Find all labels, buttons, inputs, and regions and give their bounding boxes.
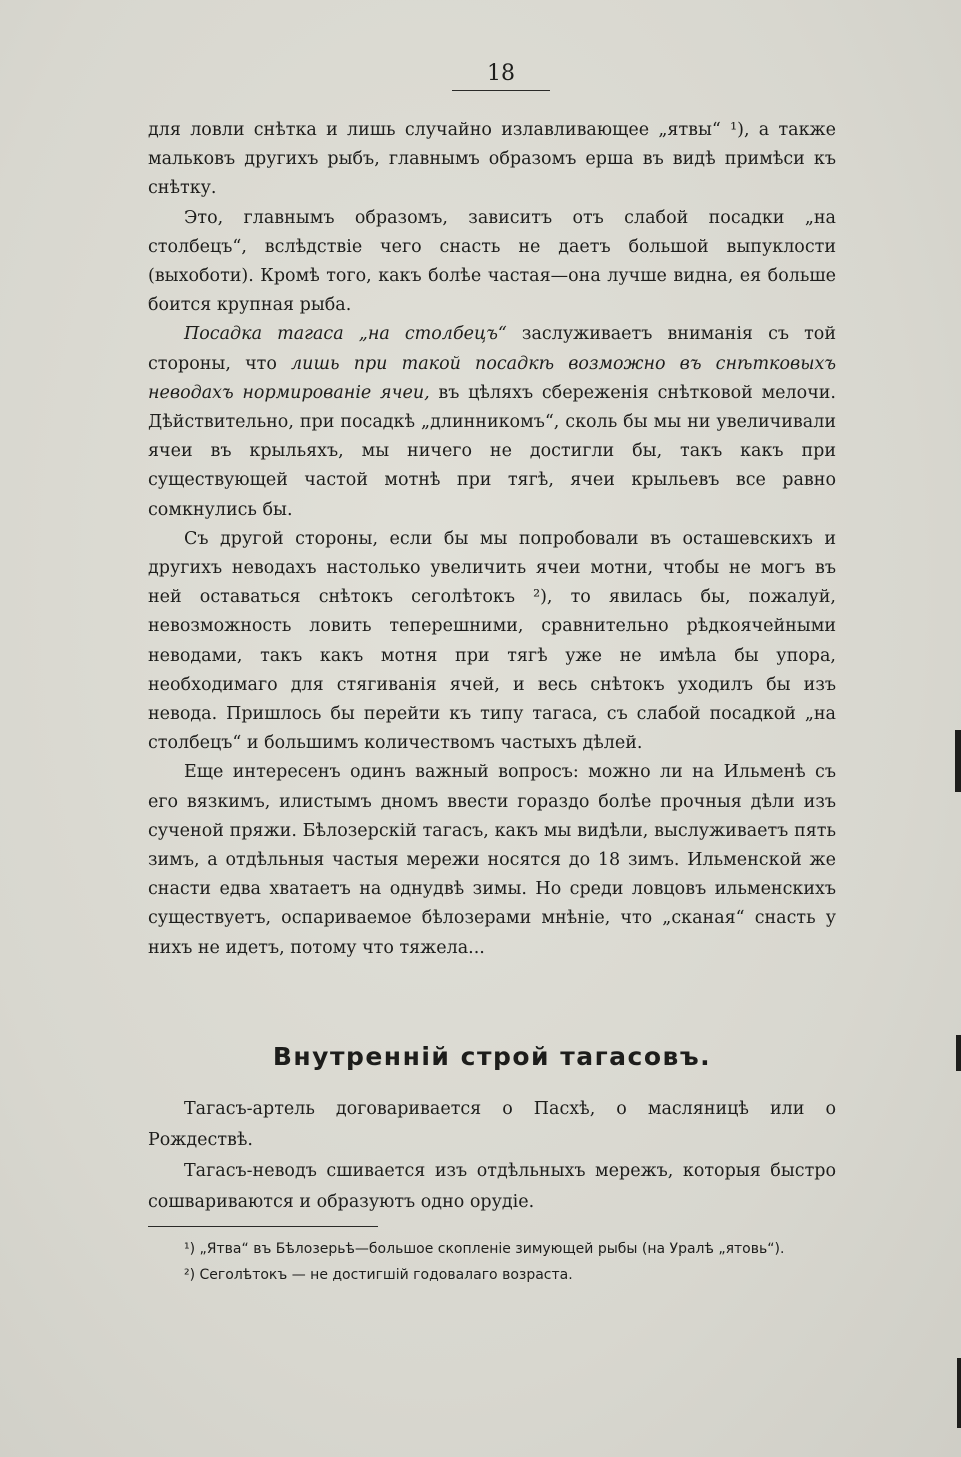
page-number: 18 xyxy=(452,60,550,91)
footnote-1 xyxy=(148,1236,836,1262)
paragraph-3-text-1: заслуживаетъ вниманія съ той стороны, что xyxy=(148,324,836,374)
footnote-2-mark: ²) xyxy=(184,1267,196,1283)
footnote-1-mark: ¹) xyxy=(184,1241,196,1257)
section-heading: Внутренній строй тагасовъ. xyxy=(272,1042,712,1071)
section-paragraph-2: Тагасъ-неводъ сшивается изъ отдѣльныхъ мережъ, которыя быстро сошвариваются и образуютъ одно орудіе. xyxy=(148,1161,836,1212)
section-text xyxy=(148,1094,836,1218)
paragraph-2: Это, главнымъ образомъ, зависитъ отъ слабой посадки „на столбецъ“, вслѣдствіе чего снасть не даетъ большой выпуклости (выхоботи). Кромѣ того, какъ болѣе частая—она лучше видна, ея больше боится крупная рыба. xyxy=(148,207,836,316)
paragraph-3-italic-2: лишь при такой посадкѣ возможно въ снѣтковыхъ неводахъ нормированіе ячеи, xyxy=(148,353,837,403)
paragraph-3 xyxy=(148,320,836,524)
paragraph-5: Еще интересенъ одинъ важный вопросъ: можно ли на Ильменѣ съ его вязкимъ, илистымъ дномъ ввести гораздо болѣе прочныя дѣли изъ сученой пряжи. Бѣлозерскій тагасъ, какъ мы видѣли, выслуживаетъ пять зимъ, а отдѣльныя частыя мережи носятся до 18 зимъ. Ильменской же снасти едва хватаетъ на однудвѣ зимы. Но среди ловцовъ ильменскихъ существуетъ, оспариваемое бѣлозерами мнѣніе, что „сканая“ снасть у нихъ не идетъ, потому что тяжела... xyxy=(148,762,836,958)
body-text xyxy=(148,116,836,963)
binding-edge-mark-1 xyxy=(955,730,961,792)
footnote-2 xyxy=(148,1262,836,1288)
paragraph-4: Съ другой стороны, если бы мы попробовали въ осташевскихъ и другихъ неводахъ настолько увеличить ячеи мотни, чтобы не могъ въ ней оставаться снѣтокъ сеголѣтокъ ²), то явилась бы, пожалуй, невозможность ловить теперешними, сравнительно рѣдкоячейными неводами, такъ какъ мотня при тягѣ уже не имѣла бы упора, необходимаго для стягиванія ячей, и весь снѣтокъ уходилъ бы изъ невода. Пришлось бы перейти къ типу тагаса, съ слабой посадкой „на столбецъ“ и большимъ количествомъ частыхъ дѣлей. xyxy=(148,528,836,754)
footnote-2-text: Сеголѣтокъ — не достигшій годовалаго возраста. xyxy=(195,1267,573,1283)
binding-edge-mark-3 xyxy=(957,1358,961,1428)
binding-edge-mark-2 xyxy=(956,1035,961,1071)
footnote-divider xyxy=(148,1226,378,1227)
footnote-1-text: „Ятва“ въ Бѣлозерьѣ—большое скопленіе зимующей рыбы (на Уралѣ „ятовь“). xyxy=(195,1241,785,1257)
paragraph-1: для ловли снѣтка и лишь случайно излавливающее „ятвы“ ¹), а также мальковъ другихъ рыбъ, главнымъ образомъ ерша въ видѣ примѣси къ снѣтку. xyxy=(148,120,836,199)
paragraph-3-text-2: въ цѣляхъ сбереженія снѣтковой мелочи. Дѣйствительно, при посадкѣ „длинникомъ“, сколь бы мы ни увеличивали ячеи въ крыльяхъ, мы ничего не достигли бы, такъ какъ при существующей частой мотнѣ при тягѣ, ячеи крыльевъ все равно сомкнулись бы. xyxy=(148,382,836,520)
section-paragraph-1: Тагасъ-артель договаривается о Пасхѣ, о масляницѣ или о Рождествѣ. xyxy=(148,1099,836,1150)
paragraph-3-italic-1: Посадка тагаса „на столбецъ“ xyxy=(184,324,507,345)
footnotes xyxy=(148,1236,836,1288)
